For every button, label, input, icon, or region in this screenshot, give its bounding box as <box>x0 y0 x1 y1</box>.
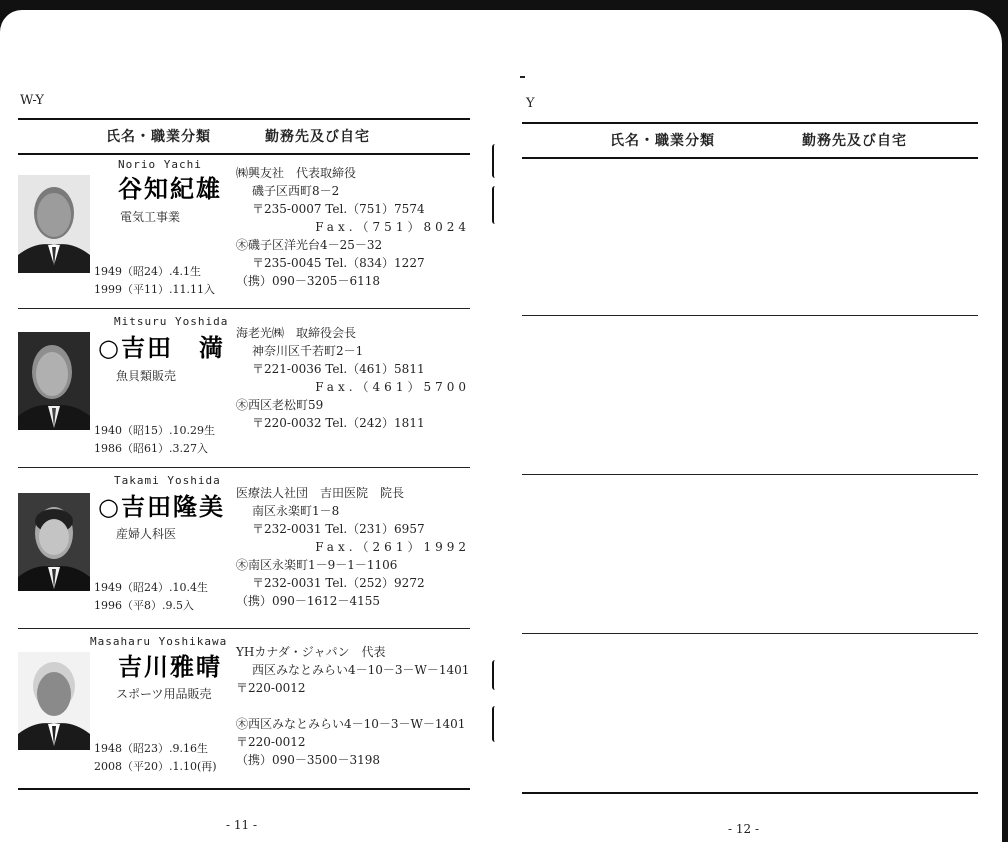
member-occupation: 電気工事業 <box>120 210 181 224</box>
margin-bracket-mark <box>492 660 498 690</box>
mobile-number: （携）090－3205－6118 <box>236 274 380 288</box>
right-section-label: Y <box>526 96 535 111</box>
member-occupation: 魚貝類販売 <box>116 369 177 383</box>
home-address: ㊍西区みなとみらい4－10－3－W－1401 <box>236 717 466 731</box>
entry-separator <box>522 315 978 316</box>
entry-separator <box>522 633 978 634</box>
workplace-postal-code: 〒220-0012 <box>236 681 306 695</box>
member-entry <box>18 632 470 780</box>
right-header-top-rule <box>522 122 978 124</box>
left-name-column-header: 氏名・職業分類 <box>106 129 211 145</box>
member-dates <box>94 579 208 615</box>
member-name: ○吉田 満 <box>98 333 225 362</box>
entry-separator <box>522 474 978 475</box>
member-romaji-name: Masaharu Yoshikawa <box>90 635 228 648</box>
member-birth-date: 1949（昭24）.4.1生 <box>94 265 201 278</box>
member-birth-date: 1940（昭15）.10.29生 <box>94 424 215 437</box>
workplace-postal-tel: 〒235-0007 Tel.（751）7574 <box>252 202 425 216</box>
right-name-column-header: 氏名・職業分類 <box>610 133 715 149</box>
margin-bracket-mark <box>492 144 498 178</box>
left-page-number: - 11 - <box>226 818 258 832</box>
right-header-bottom-rule <box>522 157 978 159</box>
left-address-column-header: 勤務先及び自宅 <box>265 129 370 145</box>
left-section-label: W-Y <box>20 93 44 108</box>
workplace-address: 神奈川区千若町2－1 <box>252 344 364 358</box>
member-romaji-name: Mitsuru Yoshida <box>114 315 229 328</box>
member-photo <box>18 652 90 750</box>
member-romaji-name: Norio Yachi <box>118 158 202 171</box>
member-address-block <box>236 484 470 610</box>
workplace-name: 医療法人社団 吉田医院 院長 <box>236 486 405 500</box>
member-entry <box>18 155 470 303</box>
margin-bracket-mark <box>492 706 498 742</box>
workplace-name: ㈱興友社 代表取締役 <box>236 166 357 180</box>
left-bottom-rule <box>18 788 470 790</box>
member-romaji-name: Takami Yoshida <box>114 474 221 487</box>
workplace-postal-tel: 〒232-0031 Tel.（231）6957 <box>252 522 425 536</box>
workplace-fax: Fax.（261）1992 <box>315 540 470 554</box>
workplace-fax: Fax.（751）8024 <box>315 220 470 234</box>
right-address-column-header: 勤務先及び自宅 <box>802 133 907 149</box>
mobile-number: （携）090－1612－4155 <box>236 594 380 608</box>
member-birth-date: 1949（昭24）.10.4生 <box>94 581 208 594</box>
workplace-address: 西区みなとみらい4－10－3－W－1401 <box>252 663 470 677</box>
home-postal-tel: 〒232-0031 Tel.（252）9272 <box>252 576 425 590</box>
member-photo <box>18 493 90 591</box>
home-postal-tel: 〒235-0045 Tel.（834）1227 <box>252 256 425 270</box>
member-entry <box>18 471 470 619</box>
margin-bracket-mark <box>492 186 498 224</box>
member-dates <box>94 422 215 458</box>
member-dates <box>94 263 215 299</box>
member-dates <box>94 740 217 776</box>
member-join-date: 1986（昭61）.3.27入 <box>94 442 208 455</box>
workplace-name: 海老光㈱ 取締役会長 <box>236 326 357 340</box>
workplace-address: 磯子区西町8－2 <box>252 184 340 198</box>
right-page-number: - 12 - <box>728 822 760 836</box>
home-address: ㊍磯子区洋光台4－25－32 <box>236 238 383 252</box>
member-name: 吉川雅晴 <box>118 652 222 681</box>
home-postal-code: 〒220-0012 <box>236 735 306 749</box>
home-postal-tel: 〒220-0032 Tel.（242）1811 <box>252 416 425 430</box>
member-address-block <box>236 164 470 290</box>
member-address-block <box>236 643 470 769</box>
member-name: 谷知紀雄 <box>118 174 222 203</box>
member-photo <box>18 332 90 430</box>
member-join-date: 1999（平11）.11.11入 <box>94 283 215 296</box>
left-header-top-rule <box>18 118 470 120</box>
scan-mark <box>520 76 525 78</box>
entry-separator <box>18 467 470 468</box>
workplace-fax: Fax.（461）5700 <box>315 380 470 394</box>
right-bottom-rule <box>522 792 978 794</box>
workplace-name: YHカナダ・ジャパン 代表 <box>236 645 386 659</box>
entry-separator <box>18 308 470 309</box>
home-address: ㊍西区老松町59 <box>236 398 324 412</box>
member-occupation: 産婦人科医 <box>116 527 177 541</box>
member-birth-date: 1948（昭23）.9.16生 <box>94 742 208 755</box>
workplace-postal-tel: 〒221-0036 Tel.（461）5811 <box>252 362 425 376</box>
mobile-number: （携）090－3500－3198 <box>236 753 380 767</box>
entry-separator <box>18 628 470 629</box>
member-occupation: スポーツ用品販売 <box>116 687 212 701</box>
workplace-address: 南区永楽町1－8 <box>252 504 340 518</box>
blank-line <box>236 697 470 715</box>
member-join-date: 1996（平8）.9.5入 <box>94 599 194 612</box>
member-entry <box>18 312 470 460</box>
member-join-date: 2008（平20）.1.10(再) <box>94 760 217 773</box>
member-address-block <box>236 324 470 432</box>
member-name: ○吉田隆美 <box>98 492 225 521</box>
member-photo <box>18 175 90 273</box>
home-address: ㊍南区永楽町1－9－1－1106 <box>236 558 398 572</box>
